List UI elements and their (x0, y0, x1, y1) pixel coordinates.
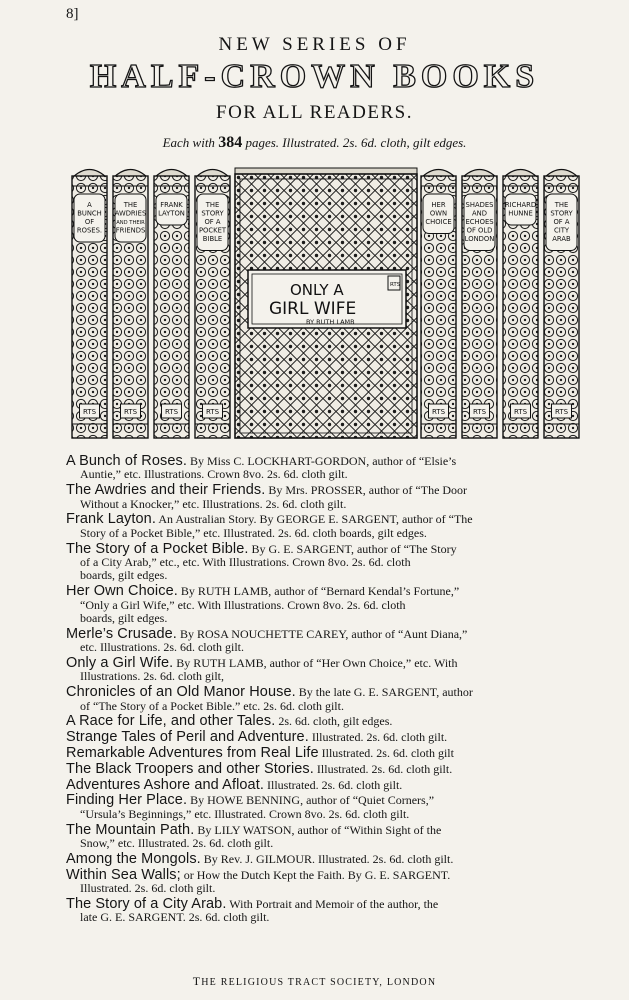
format-note (0, 134, 629, 152)
book-title: Finding Her Place. (66, 792, 188, 809)
spine-title-word: ARAB (552, 235, 571, 243)
book-description-cont: Auntie,” etc. Illustrations. Crown 8vo. 2s. 6d. cloth gilt. (80, 467, 348, 482)
book-description-cont: late G. E. SARGENT. 2s. 6d. cloth gilt. (80, 910, 270, 925)
book-description-cont: etc. Illustrations. 2s. 6d. cloth gilt. (80, 640, 244, 655)
spine-publisher-mark: RTS (472, 408, 487, 416)
page-count: 384 (218, 134, 243, 151)
spine-title-word: RICHARD (504, 201, 537, 209)
entry-first-line (66, 794, 587, 807)
entry-first-line (66, 715, 587, 728)
audience-heading: FOR ALL READERS. (216, 102, 413, 123)
spine-title-word: OF A (553, 218, 570, 226)
spine-title-word: AND (472, 209, 487, 218)
book-title: Only a Girl Wife. (66, 655, 174, 672)
spine-title-word: LAYTON (158, 209, 185, 218)
spine-title-word: ECHOES (465, 218, 494, 226)
book-title: Frank Layton. (66, 511, 156, 528)
book-title: A Race for Life, and other Tales. (66, 713, 276, 730)
book-entry (66, 513, 587, 540)
book-description: An Australian Story. By GEORGE E. SARGENT, author of “The (158, 512, 473, 527)
book-description: 2s. 6d. cloth, gilt edges. (278, 714, 393, 729)
entry-first-line (66, 821, 587, 838)
entry-first-line (66, 455, 587, 468)
spine-title-word: OF (84, 218, 95, 226)
book-entry (66, 657, 587, 684)
book-description: By HOWE BENNING, author of “Quiet Corners,” (190, 793, 435, 808)
spine-title-word: HER (431, 201, 446, 209)
book-entry (66, 455, 587, 482)
book-entry (66, 895, 587, 925)
cover-title-line1: ONLY A (290, 281, 344, 299)
spine-title-word: AND THEIR (116, 220, 145, 226)
book-description-cont: “Only a Girl Wife,” etc. With Illustrations. Crown 8vo. 2s. 6d. cloth (80, 597, 406, 612)
publisher-initial: T (192, 974, 202, 988)
entry-first-line (66, 760, 587, 777)
entry-first-line (66, 895, 587, 912)
book-entry (66, 540, 587, 583)
spine-title-word: SHADES (465, 201, 494, 209)
book-title: Her Own Choice. (66, 583, 178, 600)
book-description: or How the Dutch Kept the Faith. By G. E. SARGENT. (183, 867, 451, 882)
spine-publisher-mark: RTS (205, 408, 220, 416)
entry-first-line (66, 731, 587, 744)
spine-title-word: AWDRIES (114, 209, 147, 218)
book-description: By LILY WATSON, author of “Within Sight of the (197, 822, 442, 837)
book-entry (66, 731, 587, 744)
book-entry (66, 821, 587, 851)
entry-first-line (66, 657, 587, 670)
book-description-cont: boards, gilt edges. (80, 568, 168, 583)
book-title: Strange Tales of Peril and Adventure. (66, 729, 309, 746)
book-description: By RUTH LAMB, author of “Her Own Choice,” etc. With (176, 656, 458, 671)
spine-title-word: STORY (550, 209, 573, 218)
book-list (66, 455, 587, 927)
cover-badge: RTS (390, 282, 401, 288)
spine-publisher-mark: RTS (82, 408, 97, 416)
spine-title-word: HUNNE (508, 209, 533, 218)
book-description-cont: of “The Story of a Pocket Bible.” etc. 2s. 6d. cloth gilt. (80, 698, 344, 713)
book-description: By G. E. SARGENT, author of “The Story (251, 541, 457, 556)
book-entry (66, 747, 587, 760)
spine-title-word: FRANK (160, 201, 183, 209)
book-description: With Portrait and Memoir of the author, the (229, 896, 439, 911)
entry-first-line (66, 484, 587, 497)
book-description-cont: Snow,” etc. Illustrated. 2s. 6d. cloth gilt. (80, 836, 274, 851)
book-description-cont: of a City Arab,” etc., etc. With Illustrations. Crown 8vo. 2s. 6d. cloth (80, 555, 411, 570)
book-description-cont: boards, gilt edges. (80, 611, 168, 626)
book-description-cont: “Ursula’s Beginnings,” etc. Illustrated. Crown 8vo. 2s. 6d. cloth gilt. (80, 806, 410, 821)
book-entry (66, 850, 587, 867)
book-title: A Bunch of Roses. (66, 453, 187, 469)
book-description: By the late G. E. SARGENT, author (298, 685, 473, 700)
entry-first-line (66, 747, 587, 760)
book-entry (66, 794, 587, 821)
book-description-cont: Illustrations. 2s. 6d. cloth gilt, (80, 669, 224, 684)
book-description: Illustrated. 2s. 6d. cloth gilt. (266, 777, 403, 792)
book-entry (66, 776, 587, 793)
spine-title-word: POCKET (198, 226, 227, 235)
book-description: By Mrs. PROSSER, author of “The Door (268, 483, 468, 498)
entry-first-line (66, 540, 587, 557)
book-title: The Story of a Pocket Bible. (66, 540, 249, 557)
spine-title-word: OF OLD (466, 226, 493, 235)
book-description: Illustrated. 2s. 6d. cloth gilt. (311, 730, 448, 745)
book-description: Illustrated. 2s. 6d. cloth gilt (321, 746, 454, 761)
spine-publisher-mark: RTS (164, 408, 179, 416)
book-entry (66, 686, 587, 713)
book-description: By ROSA NOUCHETTE CAREY, author of “Aunt Diana,” (179, 626, 468, 641)
spine-title-word: BIBLE (202, 235, 223, 243)
book-title: The Story of a City Arab. (66, 895, 227, 912)
cover-author: BY RUTH LAMB (306, 318, 355, 326)
spine-publisher-mark: RTS (431, 408, 446, 416)
entry-first-line (66, 866, 587, 883)
entry-first-line (66, 850, 587, 867)
spine-title-word: BUNCH (77, 209, 102, 218)
entry-first-line (66, 686, 587, 699)
spine-title-word: THE (123, 201, 138, 209)
spine-title-word: OF A (204, 218, 221, 226)
spine-title-word: THE (554, 201, 569, 209)
book-description: By Rev. J. GILMOUR. Illustrated. 2s. 6d. cloth gilt. (203, 851, 454, 866)
main-title: HALF-CROWN BOOKS (89, 58, 540, 95)
spine-title-word: CHOICE (425, 218, 452, 226)
book-description-cont: Without a Knocker,” etc. Illustrations. 2s. 6d. cloth gilt. (80, 496, 347, 511)
spine-title-word: STORY (201, 209, 224, 218)
book-description: Illustrated. 2s. 6d. cloth gilt. (316, 761, 453, 776)
publisher-footer (0, 974, 629, 989)
spine-publisher-mark: RTS (554, 408, 569, 416)
format-prefix: Each with (162, 135, 215, 150)
book-entry (66, 760, 587, 777)
book-entry (66, 484, 587, 511)
book-title: Merle’s Crusade. (66, 625, 177, 642)
book-title: Within Sea Walls; (66, 866, 181, 883)
book-entry (66, 585, 587, 625)
spine-title-word: THE (205, 201, 220, 209)
spine-title-word: OWN (429, 209, 448, 218)
entry-first-line (66, 776, 587, 793)
book-title: Among the Mongols. (66, 850, 201, 867)
book-description: By Miss C. LOCKHART-GORDON, author of “Elsie’s (190, 454, 457, 468)
book-entry (66, 715, 587, 728)
book-description-cont: Story of a Pocket Bible,” etc. Illustrated. 2s. 6d. cloth boards, gilt edges. (80, 525, 427, 540)
book-title: The Mountain Path. (66, 821, 195, 838)
entry-first-line (66, 585, 587, 598)
spine-publisher-mark: RTS (123, 408, 138, 416)
book-description-cont: Illustrated. 2s. 6d. cloth gilt. (80, 881, 216, 896)
series-heading: NEW SERIES OF (218, 34, 411, 55)
book-description: By RUTH LAMB, author of “Bernard Kendal’s Fortune,” (180, 584, 460, 599)
spine-title-word: FRIENDS (115, 226, 146, 235)
spine-title-word: CITY (553, 226, 570, 235)
page-number: 8] (66, 6, 79, 22)
book-entry (66, 625, 587, 655)
book-title: Adventures Ashore and Afloat. (66, 776, 264, 793)
bookshelf-illustration (63, 158, 583, 450)
publisher-rest: HE RELIGIOUS TRACT SOCIETY, LONDON (201, 977, 437, 988)
book-title: Chronicles of an Old Manor House. (66, 684, 296, 701)
spine-title-word: ROSES. (76, 226, 103, 235)
cover-title-line2: GIRL WIFE (269, 299, 357, 319)
spine-title-word: A (87, 201, 92, 209)
book-title: The Awdries and their Friends. (66, 482, 266, 499)
spine-publisher-mark: RTS (513, 408, 528, 416)
book-entry (66, 866, 587, 896)
format-rest: pages. Illustrated. 2s. 6d. cloth, gilt edges. (245, 135, 467, 150)
entry-first-line (66, 625, 587, 642)
book-title: Remarkable Adventures from Real Life (66, 745, 319, 762)
spine-title-word: LONDON (464, 235, 495, 243)
book-title: The Black Troopers and other Stories. (66, 760, 314, 777)
entry-first-line (66, 513, 587, 526)
